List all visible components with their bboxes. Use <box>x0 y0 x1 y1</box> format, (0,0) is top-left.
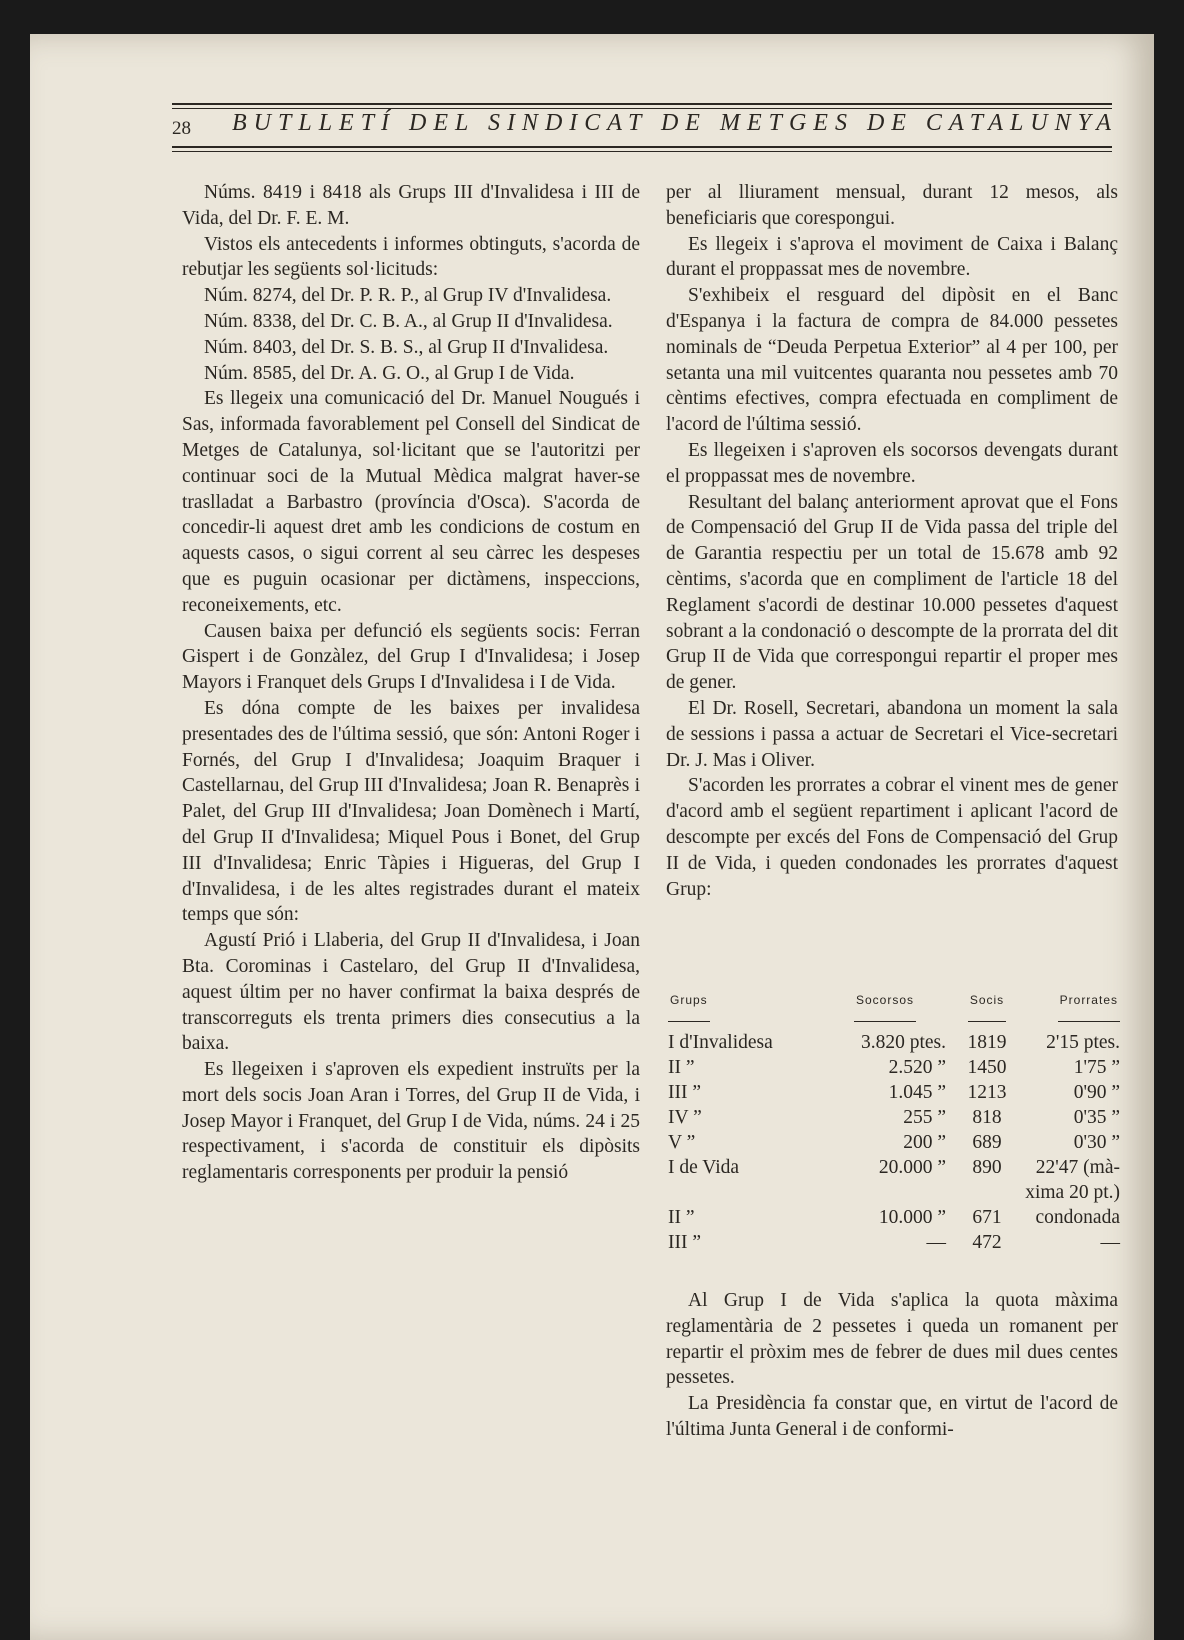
prorrates-table <box>668 988 1120 1255</box>
page-number: 28 <box>172 118 191 139</box>
table-cell-grup: III ” <box>668 1082 702 1103</box>
paragraph: S'acorden les prorrates a cobrar el vinent mes de gener d'acord amb el següent repartiment i aplicant l'acord de descompte per excés del Fons de Compensació del Grup II de Vida, i queden condonades les prorrates d'aquest Grup: <box>666 775 1118 900</box>
table-cell-prorrates: 0'90 ” <box>1073 1082 1120 1103</box>
table-cell-prorrates: 2'15 ptes. <box>1046 1032 1120 1053</box>
table-cell-grup: II ” <box>668 1057 695 1078</box>
table-cell-socis: 1819 <box>967 1032 1007 1053</box>
paragraph: Causen baixa per defunció els següents socis: Ferran Gispert i de Gonzàlez, del Grup I d'Invalidesa; i Josep Mayors i Franquet dels Grups I d'Invalidesa i I de Vida. <box>182 620 640 694</box>
table-cell-grup <box>668 1180 818 1205</box>
paragraph: Es llegeix una comunicació del Dr. Manuel Nougués i Sas, informada favorablement pel Consell del Sindicat de Metges de Catalunya, sol·licitant que se l'autoritzi per continuar soci de la Mutual Mèdica malgrat haver-se traslladat a Barbastro (província d'Osca). S'acorda de concedir-li aquest dret amb les condicions de costum en aquests casos, o sigui corrent al seu càrrec les despeses que es puguin ocasionar per dictàmens, inspeccions, reconeixements, etc. <box>182 388 640 616</box>
table-row <box>668 1030 1120 1055</box>
table-cell-prorrates: condonada <box>1035 1207 1120 1228</box>
journal-title: BUTLLETÍ DEL SINDICAT DE METGES DE CATALUNYA <box>232 110 1118 136</box>
paragraph: El Dr. Rosell, Secretari, abandona un moment la sala de sessions i passa a actuar de Secretari el Vice-secretari Dr. J. Mas i Oliver. <box>666 697 1118 771</box>
header-rule-bottom-thin <box>172 151 1112 152</box>
table-cell-prorrates: — <box>1100 1232 1120 1253</box>
table-cell-socis: 1213 <box>967 1082 1007 1103</box>
table-header-socis: Socis <box>968 988 1006 1022</box>
table-cell-grup: IV ” <box>668 1107 702 1128</box>
paragraph: La Presidència fa constar que, en virtut de l'acord de l'última Junta General i de conformi- <box>666 1393 1118 1440</box>
table-row <box>668 1055 1120 1080</box>
table-cell-prorrates: 1'75 ” <box>1073 1057 1120 1078</box>
table-cell-socis: 472 <box>972 1232 1002 1253</box>
table-row <box>668 1230 1120 1255</box>
paragraph: per al lliurament mensual, durant 12 mesos, als beneficiaris que corespongui. <box>666 182 1118 229</box>
table-row <box>668 1205 1120 1230</box>
table-cell-socorsos: 200 ” <box>903 1132 946 1153</box>
paragraph: S'exhibeix el resguard del dipòsit en el Banc d'Espanya i la factura de compra de 84.000 pessetes nominals de “Deuda Perpetua Exterior” al 4 per 100, per setanta una mil vuitcentes quaranta nou pessetes amb 70 cèntims efectives, compra efectuada en compliment de l'acord de l'última sessió. <box>666 285 1118 436</box>
table-cell-socorsos: 1.045 ” <box>888 1082 946 1103</box>
table-cell-socorsos <box>818 1180 952 1205</box>
paragraph: Al Grup I de Vida s'aplica la quota màxima reglamentària de 2 pessetes i queda un romanent per repartir el pròxim mes de febrer de dues mil dues centes pessetes. <box>666 1290 1118 1389</box>
table-cell-grup: I de Vida <box>668 1157 740 1178</box>
table-cell-socorsos: 20.000 ” <box>878 1157 946 1178</box>
table-cell-grup: II ” <box>668 1207 695 1228</box>
paragraph: Vistos els antecedents i informes obtinguts, s'acorda de rebutjar les següents sol·licituds: <box>182 233 640 281</box>
table-cell-prorrates: 0'35 ” <box>1073 1107 1120 1128</box>
table-row <box>668 1105 1120 1130</box>
paragraph: Es dóna compte de les baixes per invalidesa presentades des de l'última sessió, que són: Antoni Roger i Fornés, del Grup I d'Invalidesa; Joaquim Braquer i Castellarnau, del Grup III d'Invalidesa; Joan R. Benaprès i Palet, del Grup III d'Invalidesa; Joan Domènech i Martí, del Grup II d'Invalidesa; Miquel Pous i Bonet, del Grup III d'Invalidesa; Enric Tàpies i Higueras, del Grup I d'Invalidesa, i de les altes registrades durant el mateix temps que són: <box>182 697 640 926</box>
table-row <box>668 1180 1120 1205</box>
table-header-socorsos: Socorsos <box>854 988 916 1022</box>
table-header-prorrates: Prorrates <box>1058 988 1120 1022</box>
table-cell-grup: V ” <box>668 1132 696 1153</box>
paragraph: Núm. 8585, del Dr. A. G. O., al Grup I de Vida. <box>204 362 575 384</box>
table-cell-prorrates: 0'30 ” <box>1073 1132 1120 1153</box>
paragraph: Núm. 8403, del Dr. S. B. S., al Grup II d'Invalidesa. <box>204 336 609 358</box>
table-cell-socorsos: — <box>926 1232 946 1253</box>
header-rule-bottom <box>172 146 1112 148</box>
table-cell-socis: 818 <box>972 1107 1002 1128</box>
table-cell-socorsos: 3.820 ptes. <box>860 1032 946 1053</box>
table-row <box>668 1155 1120 1180</box>
paragraph: Es llegeixen i s'aproven els expedient instruïts per la mort dels socis Joan Aran i Torres, del Grup II de Vida, i Josep Mayor i Franquet, del Grup I de Vida, núms. 24 i 25 respectivament, i s'acorda de constituir els dipòsits reglamentaris corresponents per produir la pensió <box>182 1059 640 1184</box>
right-column <box>666 180 1118 902</box>
after-table-text <box>666 1288 1118 1443</box>
table-header-grups: Grups <box>668 988 710 1022</box>
table-cell-socis: 890 <box>972 1157 1002 1178</box>
paragraph: Agustí Prió i Llaberia, del Grup II d'Invalidesa, i Joan Bta. Corominas i Castelaro, del Grup II d'Invalidesa, aquest últim per no haver confirmat la baixa després de transcorreguts els trenta primers dies consecutius a la baixa. <box>182 930 640 1055</box>
paragraph: Núm. 8338, del Dr. C. B. A., al Grup II d'Invalidesa. <box>204 310 613 332</box>
table-row <box>668 1080 1120 1105</box>
table-cell-prorrates: 22'47 (mà- <box>1035 1157 1120 1178</box>
paragraph: Es llegeix i s'aprova el moviment de Caixa i Balanç durant el proppassat mes de novembre. <box>666 233 1118 281</box>
paragraph: Resultant del balanç anteriorment aprovat que el Fons de Compensació del Grup II de Vida passa del triple del de Garantia respectiu per un total de 15.678 amb 92 cèntims, s'acorda que en compliment de l'article 18 del Reglament s'acordi de destinar 10.000 pessetes d'aquest sobrant a la condonació o descompte de la prorrata del dit Grup II de Vida que correspongui repartir el proper mes de gener. <box>666 491 1118 694</box>
paragraph: Es llegeixen i s'aproven els socorsos devengats durant el proppassat mes de novembre. <box>666 439 1118 487</box>
running-header <box>172 108 1118 142</box>
table-cell-grup: III ” <box>668 1232 702 1253</box>
paragraph: Núms. 8419 i 8418 als Grups III d'Invalidesa i III de Vida, del Dr. F. E. M. <box>182 182 640 229</box>
table-cell-socorsos: 255 ” <box>903 1107 946 1128</box>
table-row <box>668 1130 1120 1155</box>
left-column <box>182 180 640 1186</box>
table-cell-socis: 689 <box>972 1132 1002 1153</box>
table-cell-socorsos: 10.000 ” <box>878 1207 946 1228</box>
paragraph: Núm. 8274, del Dr. P. R. P., al Grup IV d'Invalidesa. <box>204 285 612 307</box>
table-cell-socorsos: 2.520 ” <box>888 1057 946 1078</box>
table-cell-socis <box>952 1180 1022 1205</box>
table-cell-grup: I d'Invalidesa <box>668 1032 773 1053</box>
table-cell-socis: 671 <box>972 1207 1002 1228</box>
table-cell-prorrates: xima 20 pt.) <box>1025 1182 1120 1203</box>
table-cell-socis: 1450 <box>967 1057 1007 1078</box>
